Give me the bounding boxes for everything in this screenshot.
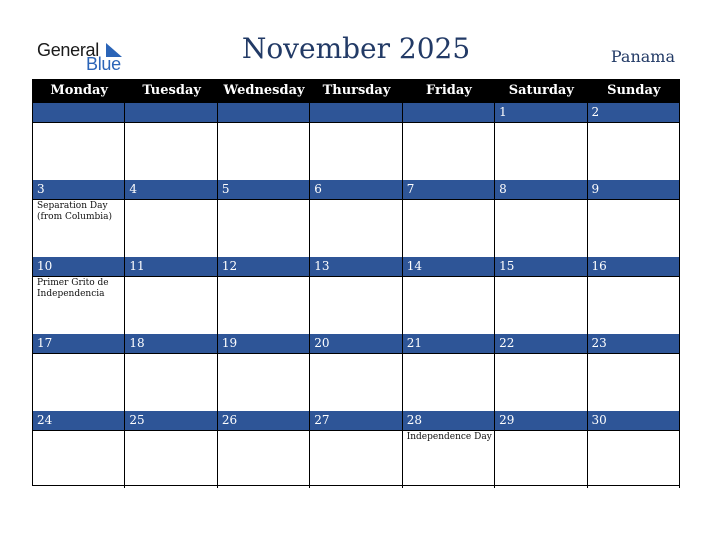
- day-cell[interactable]: [588, 257, 680, 334]
- day-number: [310, 103, 401, 123]
- logo-text-general: General: [37, 40, 99, 60]
- day-number: 25: [125, 411, 216, 431]
- day-number: [125, 103, 216, 123]
- day-number: 14: [403, 257, 494, 277]
- day-cell[interactable]: [125, 103, 217, 180]
- country-label: Panama: [610, 47, 675, 66]
- day-cell[interactable]: [125, 257, 217, 334]
- day-cell[interactable]: [218, 103, 310, 180]
- weekday-header: Tuesday: [142, 83, 201, 98]
- day-cell[interactable]: [33, 411, 125, 488]
- day-number: 1: [495, 103, 586, 123]
- day-number: 7: [403, 180, 494, 200]
- day-cell[interactable]: [218, 180, 310, 257]
- day-cell[interactable]: [403, 257, 495, 334]
- day-number: 6: [310, 180, 401, 200]
- day-number: 28: [403, 411, 494, 431]
- day-cell[interactable]: [403, 334, 495, 411]
- day-number: 2: [588, 103, 679, 123]
- weekday-header: Saturday: [508, 83, 574, 98]
- day-cell[interactable]: [495, 103, 587, 180]
- day-cell[interactable]: [125, 411, 217, 488]
- weekday-header: Monday: [50, 83, 108, 98]
- day-cell[interactable]: [495, 411, 587, 488]
- day-number: 18: [125, 334, 216, 354]
- week-row: [33, 103, 680, 180]
- day-number: 22: [495, 334, 586, 354]
- page-title: November 2025: [241, 32, 471, 65]
- day-number: 17: [33, 334, 124, 354]
- day-cell[interactable]: [403, 180, 495, 257]
- day-number: 8: [495, 180, 586, 200]
- day-number: 5: [218, 180, 309, 200]
- weeks-container: [33, 103, 680, 488]
- day-number: 13: [310, 257, 401, 277]
- day-number: 21: [403, 334, 494, 354]
- weekday-header: Sunday: [607, 83, 661, 98]
- week-row: [33, 411, 680, 488]
- day-number: 4: [125, 180, 216, 200]
- day-number: 19: [218, 334, 309, 354]
- day-number: 3: [33, 180, 124, 200]
- day-cell[interactable]: [33, 103, 125, 180]
- day-cell[interactable]: [403, 103, 495, 180]
- day-number: [218, 103, 309, 123]
- logo-text-blue: Blue: [86, 54, 121, 74]
- day-number: 9: [588, 180, 679, 200]
- weekday-header: Thursday: [322, 83, 391, 98]
- weekday-header: Friday: [425, 83, 472, 98]
- day-cell[interactable]: [588, 180, 680, 257]
- day-cell[interactable]: [403, 411, 495, 488]
- week-row: [33, 334, 680, 411]
- day-number: 23: [588, 334, 679, 354]
- week-row: [33, 180, 680, 257]
- day-cell[interactable]: [310, 103, 402, 180]
- holiday-label: Independence Day: [406, 432, 492, 442]
- day-number: 24: [33, 411, 124, 431]
- day-cell[interactable]: [125, 334, 217, 411]
- day-cell[interactable]: [310, 180, 402, 257]
- day-cell[interactable]: [310, 411, 402, 488]
- holiday-label: Separation Day (from Columbia): [37, 201, 112, 222]
- day-number: 30: [588, 411, 679, 431]
- day-number: 29: [495, 411, 586, 431]
- day-number: 15: [495, 257, 586, 277]
- day-number: 20: [310, 334, 401, 354]
- day-cell[interactable]: [125, 180, 217, 257]
- day-number: 26: [218, 411, 309, 431]
- day-cell[interactable]: [33, 334, 125, 411]
- day-cell[interactable]: [495, 257, 587, 334]
- day-number: [403, 103, 494, 123]
- day-cell[interactable]: [33, 257, 125, 334]
- day-cell[interactable]: [588, 411, 680, 488]
- day-cell[interactable]: [495, 334, 587, 411]
- day-number: 27: [310, 411, 401, 431]
- day-number: 12: [218, 257, 309, 277]
- day-cell[interactable]: [588, 103, 680, 180]
- day-cell[interactable]: [310, 334, 402, 411]
- day-cell[interactable]: [310, 257, 402, 334]
- day-cell[interactable]: [588, 334, 680, 411]
- day-cell[interactable]: [33, 180, 125, 257]
- calendar-grid: [32, 79, 680, 486]
- week-row: [33, 257, 680, 334]
- weekday-header: Wednesday: [223, 83, 305, 98]
- day-cell[interactable]: [218, 257, 310, 334]
- day-cell[interactable]: [218, 411, 310, 488]
- day-cell[interactable]: [218, 334, 310, 411]
- day-cell[interactable]: [495, 180, 587, 257]
- day-number: [33, 103, 124, 123]
- day-number: 10: [33, 257, 124, 277]
- weekday-header-row: [33, 79, 680, 103]
- day-number: 16: [588, 257, 679, 277]
- day-number: 11: [125, 257, 216, 277]
- holiday-label: Primer Grito de Independencia: [37, 278, 109, 299]
